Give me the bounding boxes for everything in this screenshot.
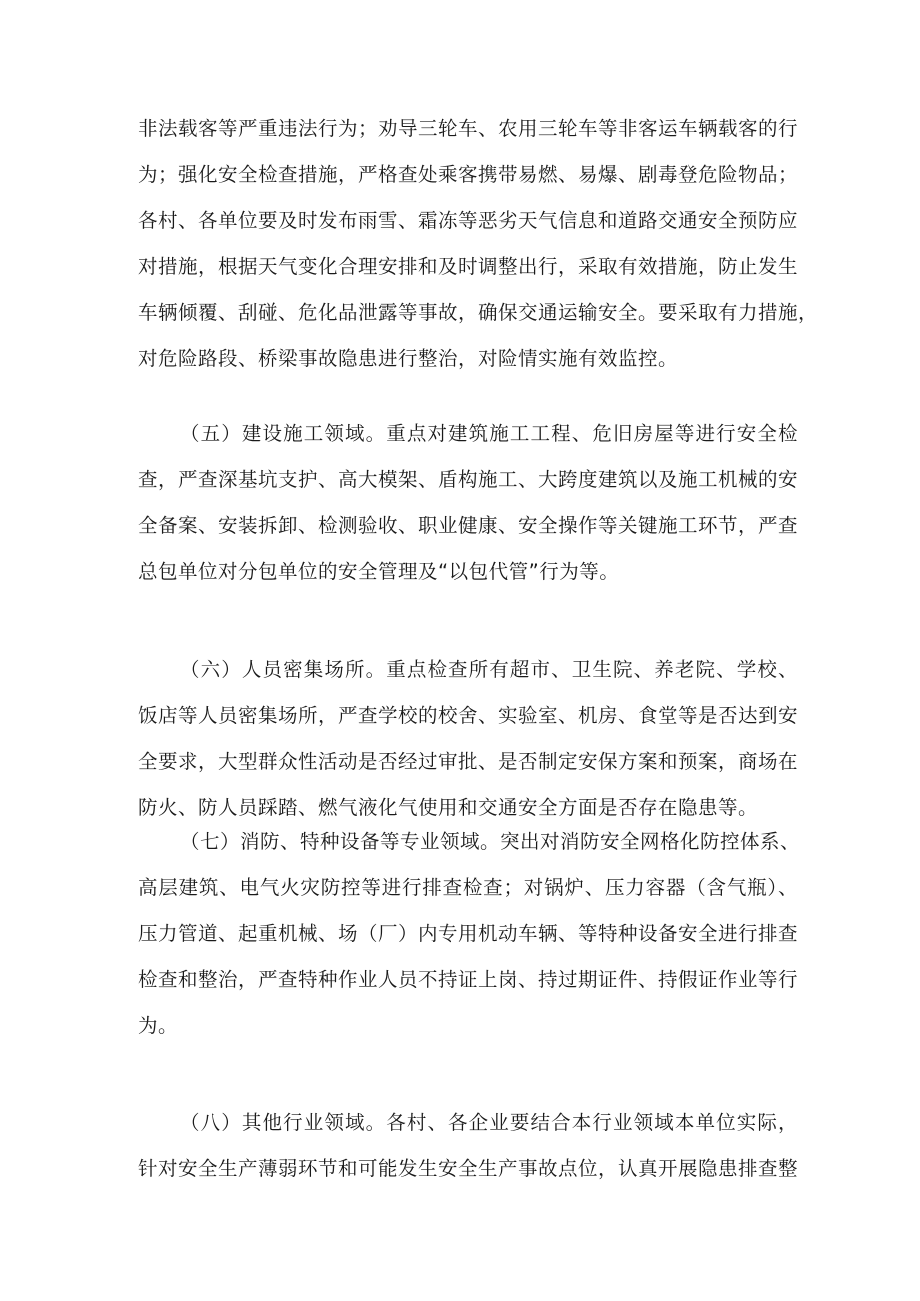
text-line: 针对安全生产薄弱环节和可能发生安全生产事故点位，认真开展隐患排查整 bbox=[138, 1157, 799, 1180]
text-line: （六）人员密集场所。重点检查所有超市、卫生院、养老院、学校、 bbox=[180, 658, 798, 681]
text-line: 饭店等人员密集场所，严查学校的校舍、实验室、机房、食堂等是否达到安 bbox=[138, 704, 799, 727]
paragraph-other-industries bbox=[138, 1100, 798, 1192]
text-line: （七）消防、特种设备等专业领域。突出对消防安全网格化防控体系、 bbox=[180, 830, 801, 853]
text-line: 全备案、安装拆卸、检测验收、职业健康、安全操作等关键施工环节，严查 bbox=[138, 514, 799, 537]
text-line: 压力管道、起重机械、场（厂）内专用机动车辆、等特种设备安全进行排查 bbox=[138, 922, 799, 945]
text-line: 总包单位对分包单位的安全管理及“以包代管”行为等。 bbox=[138, 560, 620, 583]
text-line: 对危险路段、桥梁事故隐患进行整治，对险情实施有效监控。 bbox=[138, 347, 679, 370]
paragraph-crowded-places bbox=[138, 647, 798, 831]
text-line: 检查和整治，严查特种作业人员不持证上岗、持过期证件、持假证作业等行 bbox=[138, 968, 799, 991]
text-line: 高层建筑、电气火灾防控等进行排查检查；对锅炉、压力容器（含气瓶）、 bbox=[138, 876, 798, 899]
text-line: （五）建设施工领域。重点对建筑施工工程、危旧房屋等进行安全检 bbox=[180, 422, 798, 445]
text-line: （八）其他行业领域。各村、各企业要结合本行业领域本单位实际， bbox=[180, 1111, 798, 1134]
text-line: 为；强化安全检查措施，严格查处乘客携带易燃、易爆、剧毒登危险物品； bbox=[138, 163, 799, 186]
paragraph-traffic-safety bbox=[138, 106, 819, 382]
paragraph-fire-special-equipment bbox=[138, 819, 801, 1049]
text-line: 为。 bbox=[138, 1014, 179, 1037]
text-line: 非法载客等严重违法行为；劝导三轮车、农用三轮车等非客运车辆载客的行 bbox=[138, 117, 799, 140]
text-line: 各村、各单位要及时发布雨雪、霜冻等恶劣天气信息和道路交通安全预防应 bbox=[138, 209, 799, 232]
text-line: 查，严查深基坑支护、高大模架、盾构施工、大跨度建筑以及施工机械的安 bbox=[138, 468, 799, 491]
text-line: 全要求，大型群众性活动是否经过审批、是否制定安保方案和预案，商场在 bbox=[138, 750, 799, 773]
text-line: 对措施，根据天气变化合理安排和及时调整出行，采取有效措施，防止发生 bbox=[138, 255, 799, 278]
paragraph-construction bbox=[138, 411, 798, 595]
text-line: 车辆倾覆、刮碰、危化品泄露等事故，确保交通运输安全。要采取有力措施， bbox=[138, 301, 819, 324]
text-line: 防火、防人员踩踏、燃气液化气使用和交通安全方面是否存在隐患等。 bbox=[138, 796, 759, 819]
